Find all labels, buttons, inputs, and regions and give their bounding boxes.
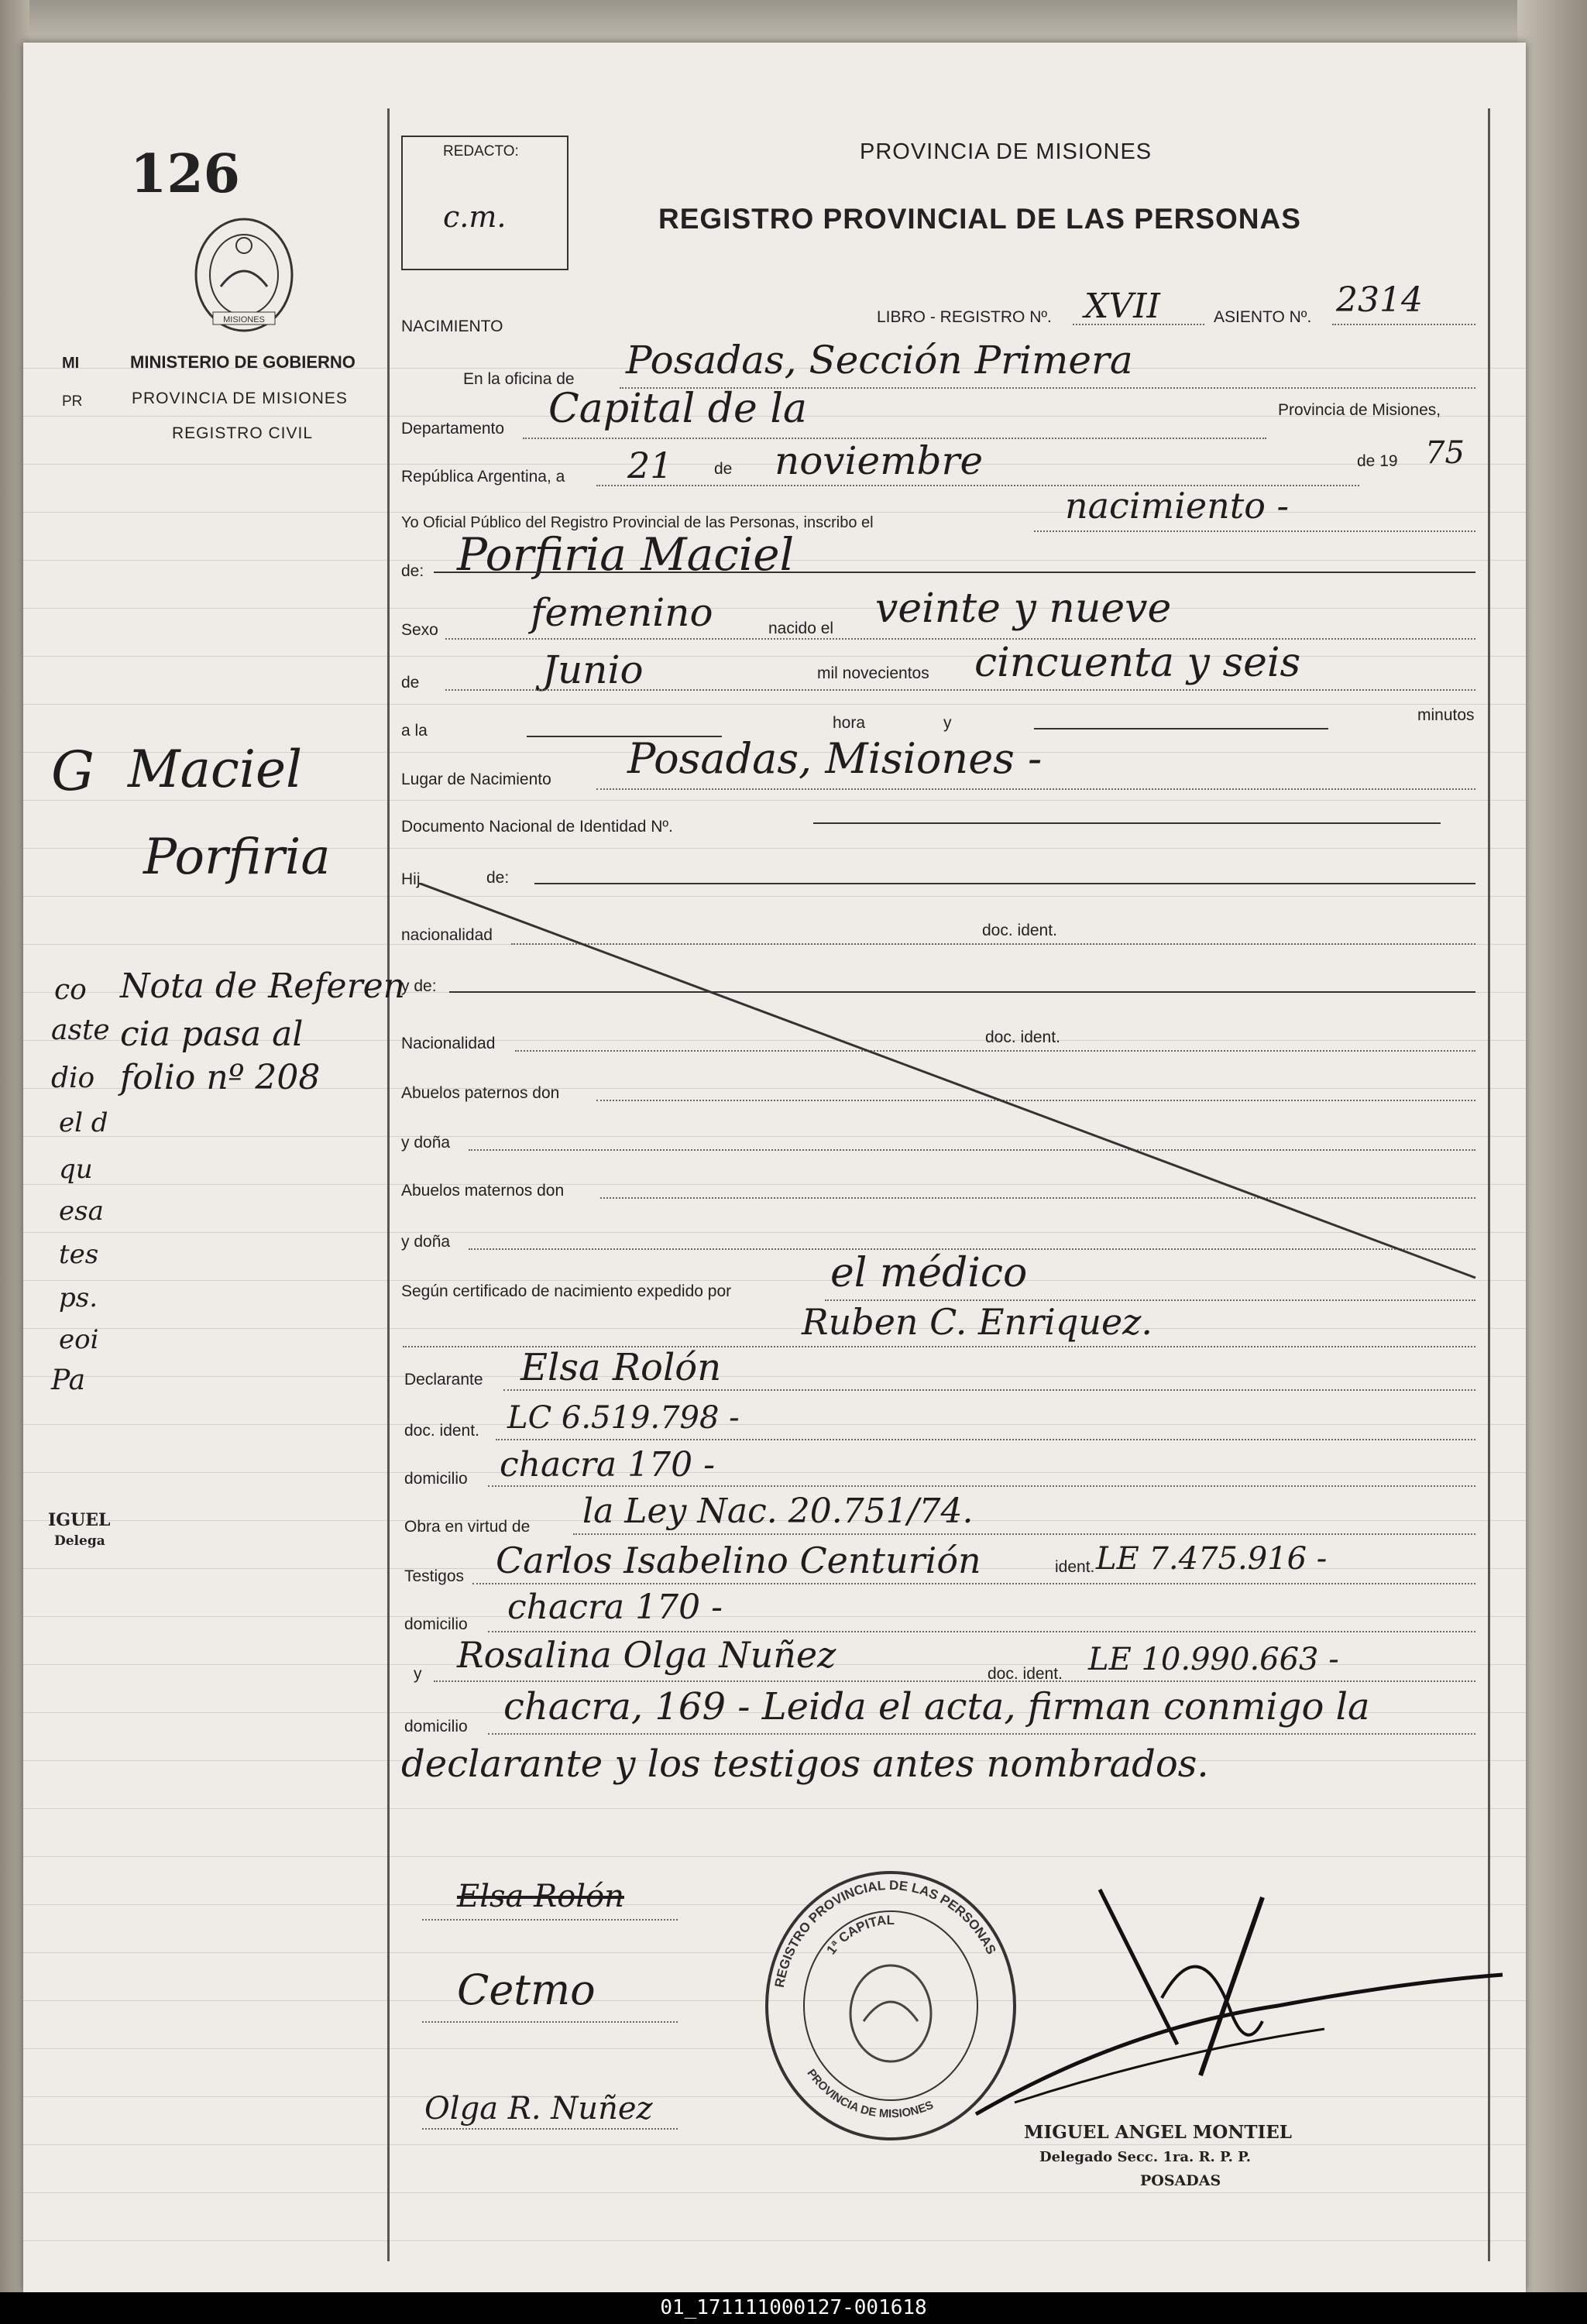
de2-label: de — [401, 674, 420, 692]
testigo2-line — [434, 1680, 1475, 1682]
margin-fragment: tes — [59, 1239, 99, 1270]
obra-line — [573, 1533, 1475, 1535]
registry-line: REGISTRO CIVIL — [172, 424, 314, 442]
birth-month-value: Junio — [542, 647, 644, 692]
margin-surname: Maciel — [128, 740, 303, 799]
official-line — [1034, 530, 1475, 532]
edge-fragment: MI — [62, 355, 80, 372]
abuelos-pat-label: Abuelos paternos don — [401, 1084, 560, 1102]
background-right — [1517, 0, 1587, 2315]
testigo2-doc: LE 10.990.663 - — [1088, 1642, 1339, 1677]
margin-fragment: qu — [59, 1154, 93, 1185]
dept-label: Departamento — [401, 420, 505, 438]
declarante-label: Declarante — [404, 1371, 483, 1389]
ministry-line: MINISTERIO DE GOBIERNO — [130, 352, 356, 372]
act-type-label: NACIMIENTO — [401, 318, 503, 335]
margin-note-line2: cia pasa al — [120, 1014, 304, 1054]
name-value: Porfiria Maciel — [457, 528, 795, 581]
testigos-label: Testigos — [404, 1567, 465, 1585]
dom3-line — [488, 1733, 1475, 1735]
margin-fragment: el d — [59, 1107, 108, 1138]
dept-value: Capital de la — [548, 386, 807, 432]
asiento-label: ASIENTO Nº. — [1214, 308, 1312, 326]
seal-text: MISIONES — [223, 315, 265, 324]
doc-ident3-label: doc. ident. — [988, 1665, 1063, 1683]
doc-ident-label: doc. ident. — [982, 922, 1057, 939]
sig2-line — [422, 2021, 678, 2023]
margin-initial: G — [51, 740, 94, 803]
asiento-line — [1332, 324, 1475, 325]
official-value: nacimiento - — [1065, 485, 1290, 527]
margin-fragment: dio — [51, 1062, 95, 1094]
redacto-value: c.m. — [443, 200, 507, 234]
day-value: 21 — [627, 445, 673, 486]
dni-label: Documento Nacional de Identidad Nº. — [401, 818, 673, 836]
minutos-label: minutos — [1417, 706, 1475, 724]
birth-line — [445, 689, 1475, 691]
margin-official-fragment: IGUEL — [48, 1510, 111, 1530]
lugar-label: Lugar de Nacimiento — [401, 771, 551, 788]
libro-value: XVII — [1084, 287, 1160, 326]
y-de-label: y de: — [401, 977, 437, 995]
sexo-line — [445, 638, 1475, 640]
doc-label: doc. ident. — [404, 1422, 479, 1440]
svg-text:PROVINCIA DE MISIONES — [805, 2067, 936, 2121]
dom2-value: chacra 170 - — [507, 1588, 723, 1627]
de-label: de — [714, 460, 733, 478]
folio-number: 126 — [130, 143, 240, 205]
dom2-line — [488, 1631, 1475, 1632]
margin-fragment: Pa — [51, 1365, 86, 1396]
dom3-value: chacra, 169 - Leida el acta, firman conmigo la — [503, 1685, 1370, 1728]
margin-official-fragment: Delega — [54, 1533, 105, 1549]
birth-year-value: cincuenta y seis — [974, 640, 1301, 686]
margin-fragment: ps. — [59, 1282, 98, 1313]
province-suffix: Provincia de Misiones, — [1278, 401, 1441, 419]
abuelos-mat-label: Abuelos maternos don — [401, 1182, 565, 1200]
dni-line — [813, 822, 1441, 824]
margin-note-line3: folio nº 208 — [120, 1058, 321, 1097]
sig1-line — [422, 1919, 678, 1921]
date-label: República Argentina, a — [401, 468, 565, 486]
official-name: MIGUEL ANGEL MONTIEL — [1024, 2122, 1292, 2143]
seal-inner-text: 1ª CAPITAL — [823, 1912, 895, 1958]
obra-label: Obra en virtud de — [404, 1518, 531, 1536]
y-dona-label: y doña — [401, 1134, 451, 1152]
domicilio-line — [488, 1485, 1475, 1487]
edge-fragment: PR — [62, 393, 83, 410]
cancel-diagonal — [418, 883, 1487, 1286]
declarante-line — [503, 1389, 1475, 1391]
official-signature — [968, 1882, 1510, 2130]
margin-given-name: Porfiria — [143, 829, 331, 886]
libro-line — [1073, 324, 1204, 325]
official-role: Delegado Secc. 1ra. R. P. P. — [1039, 2149, 1251, 2165]
ala-label: a la — [401, 722, 428, 740]
domicilio-label: domicilio — [404, 1470, 468, 1488]
y-label: y — [943, 714, 952, 732]
month-value: noviembre — [775, 438, 984, 483]
y2-label: y — [414, 1665, 422, 1683]
hora-label: hora — [833, 714, 866, 732]
coat-of-arms-icon — [186, 213, 302, 337]
testigo2-value: Rosalina Olga Nuñez — [457, 1634, 836, 1676]
lugar-value: Posadas, Misiones - — [627, 734, 1043, 783]
sig3-line — [422, 2128, 678, 2130]
nacionalidad-label: nacionalidad — [401, 926, 493, 944]
testigo1-value: Carlos Isabelino Centurión — [496, 1540, 981, 1581]
obra-value: la Ley Nac. 20.751/74. — [582, 1492, 974, 1531]
declarante-value: Elsa Rolón — [520, 1346, 722, 1389]
domicilio-value: chacra 170 - — [500, 1445, 715, 1485]
doc-value: LC 6.519.798 - — [507, 1400, 740, 1436]
libro-label: LIBRO - REGISTRO Nº. — [877, 308, 1052, 326]
signature-witness-2: Olga R. Nuñez — [424, 2091, 653, 2127]
office-label: En la oficina de — [463, 370, 575, 388]
dom2-label: domicilio — [404, 1615, 468, 1633]
signature-witness-1: Cetmo — [457, 1965, 596, 2014]
cert-label: Según certificado de nacimiento expedido por — [401, 1282, 732, 1300]
minutes-line — [1034, 728, 1328, 729]
margin-note-line1: Nota de Referen — [120, 966, 405, 1006]
official-city: POSADAS — [1140, 2172, 1221, 2189]
testigos-line — [472, 1583, 1475, 1584]
year-value: 75 — [1425, 435, 1465, 471]
header-registry: REGISTRO PROVINCIAL DE LAS PERSONAS — [658, 203, 1301, 235]
mil-label: mil novecientos — [817, 664, 929, 682]
name-line — [434, 572, 1475, 573]
ident-label: ident. — [1055, 1558, 1095, 1576]
header-province: PROVINCIA DE MISIONES — [860, 139, 1152, 164]
y-dona2-label: y doña — [401, 1233, 451, 1251]
svg-text:REGISTRO PROVINCIAL DE LAS PER — [772, 1878, 999, 1989]
hij-label: Hij — [401, 870, 421, 888]
sexo-value: femenino — [531, 590, 713, 635]
official-label: Yo Oficial Público del Registro Provincial de las Personas, inscribo el — [401, 514, 874, 531]
nacido-label: nacido el — [768, 620, 834, 637]
doc-line — [496, 1439, 1475, 1440]
office-value: Posadas, Sección Primera — [626, 338, 1133, 383]
asiento-value: 2314 — [1336, 280, 1423, 320]
testigo1-doc: LE 7.475.916 - — [1096, 1541, 1328, 1577]
signature-declarante: Elsa Rolón — [457, 1879, 624, 1914]
dom3-label: domicilio — [404, 1718, 468, 1735]
seal-outer-text: REGISTRO PROVINCIAL DE LAS PERSONAS — [771, 1877, 999, 1989]
province-line: PROVINCIA DE MISIONES — [132, 390, 348, 407]
year-label: de 19 — [1357, 452, 1398, 470]
doc-ident2-label: doc. ident. — [985, 1028, 1060, 1046]
lugar-line — [596, 788, 1475, 790]
margin-fragment: eoi — [59, 1324, 99, 1355]
cert-value-1: el médico — [830, 1250, 1028, 1296]
name-label: de: — [401, 562, 424, 580]
nacionalidad2-label: Nacionalidad — [401, 1035, 496, 1052]
nacido-value: veinte y nueve — [875, 585, 1172, 632]
svg-text:1ª CAPITAL — [823, 1913, 895, 1957]
closing-value: declarante y los testigos antes nombrados. — [401, 1742, 1209, 1786]
image-id-footer: 01_171111000127-001618 — [0, 2292, 1587, 2324]
margin-fragment: esa — [59, 1196, 104, 1227]
sexo-label: Sexo — [401, 621, 438, 639]
margin-fragment: co — [54, 974, 87, 1006]
hij-de-label: de: — [486, 869, 510, 887]
seal-lower-text: PROVINCIA DE MISIONES — [804, 2066, 936, 2121]
margin-fragment: aste — [51, 1014, 110, 1046]
cert-value-2: Ruben C. Enriquez. — [802, 1301, 1153, 1343]
redacto-label: REDACTO: — [443, 143, 519, 160]
